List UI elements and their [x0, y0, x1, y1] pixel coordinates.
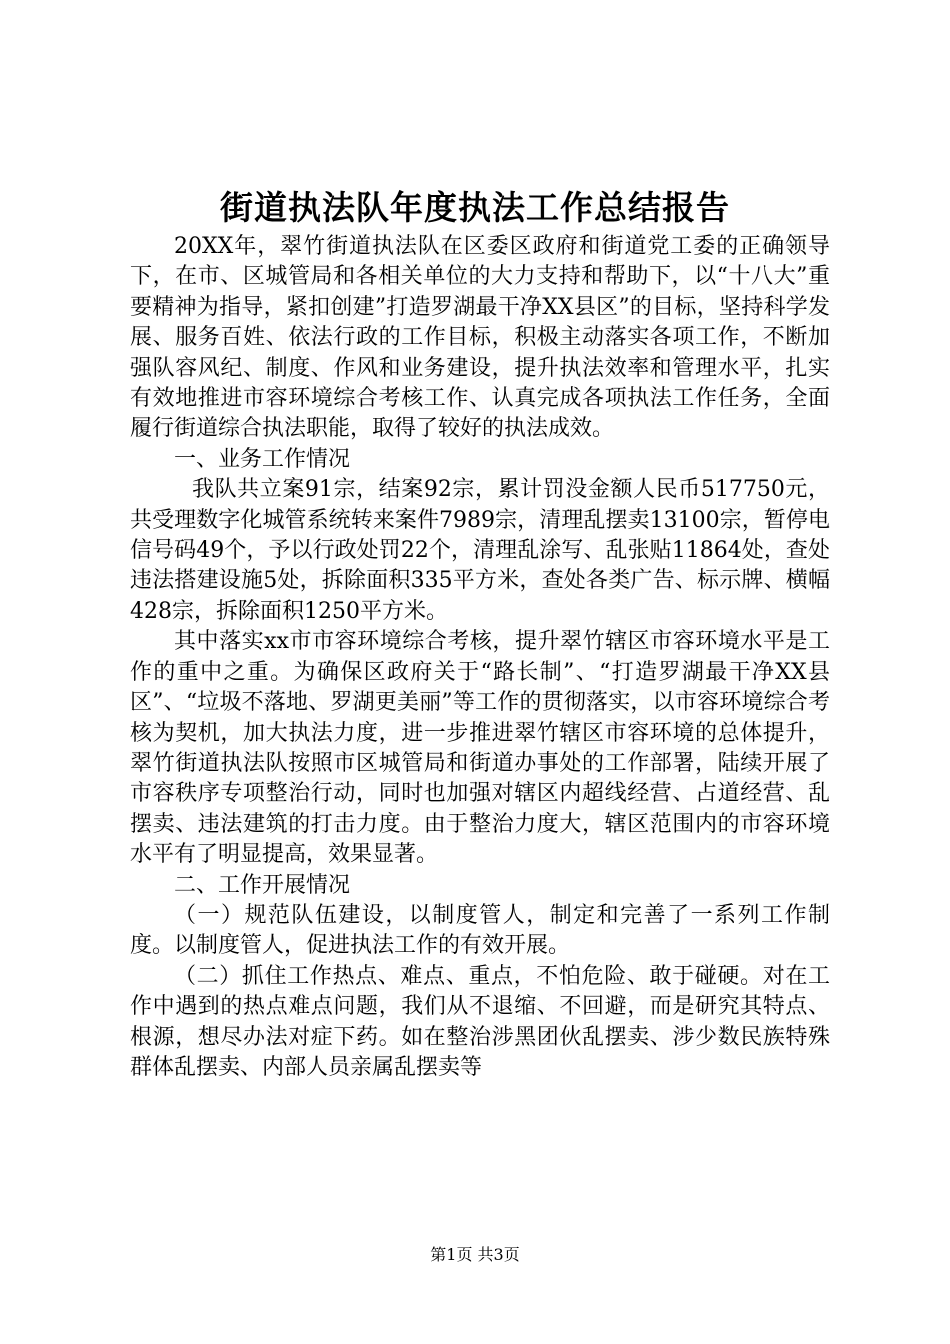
section-heading-business: 一、业务工作情况 [174, 446, 351, 472]
paragraph-team-building: （一）规范队伍建设，以制度管人，制定和完善了一系列工作制度。以制度管人，促进执法工作的有效开展。 [130, 902, 830, 959]
paragraph-intro: 20XX年，翠竹街道执法队在区委区政府和街道党工委的正确领导下，在市、区城管局和各相关单位的大力支持和帮助下，以“十八大”重要精神为指导，紧扣创建”打造罗湖最干净XX县区”的目标，坚持科学发展、服务百姓、依法行政的工作目标，积极主动落实各项工作，不断加强队容风纪、制度、作风和业务建设，提升执法效率和管理水平，扎实有效地推进市容环境综合考核工作、认真完成各项执法工作任务，全面履行街道综合执法职能，取得了较好的执法成效。 [130, 234, 830, 442]
paragraph-hot-issues: （二）抓住工作热点、难点、重点，不怕危险、敢于碰硬。对在工作中遇到的热点难点问题，我们从不退缩、不回避，而是研究其特点、根源，想尽办法对症下药。如在整治涉黑团伙乱摆卖、涉少数民族特殊群体乱摆卖、内部人员亲属乱摆卖等 [130, 963, 830, 1080]
section-heading-work: 二、工作开展情况 [174, 872, 351, 898]
document-body [130, 232, 830, 1083]
paragraph-business-stats: 我队共立案91宗，结案92宗，累计罚没金额人民币517750元，共受理数字化城管系统转来案件7989宗，清理乱摆卖13100宗，暂停电信号码49个，予以行政处罚22个，清理乱涂写、乱张贴11864处，查处违法搭建设施5处，拆除面积335平方米，查处各类广告、标示牌、横幅428宗，拆除面积1250平方米。 [130, 477, 830, 624]
paragraph-city-appearance: 其中落实xx市市容环境综合考核，提升翠竹辖区市容环境水平是工作的重中之重。为确保区政府关于“路长制”、“打造罗湖最干净XX县区”、“垃圾不落地、罗湖更美丽”等工作的贯彻落实，以市容环境综合考核为契机，加大执法力度，进一步推进翠竹辖区市容环境的总体提升，翠竹街道执法队按照市区城管局和街道办事处的工作部署，陆续开展了市容秩序专项整治行动，同时也加强对辖区内超线经营、占道经营、乱摆卖、违法建筑的打击力度。由于整治力度大，辖区范围内的市容环境水平有了明显提高，效果显著。 [130, 629, 830, 868]
page-number: 第1页 共3页 [430, 1245, 520, 1264]
document-title: 街道执法队年度执法工作总结报告 [220, 188, 730, 227]
